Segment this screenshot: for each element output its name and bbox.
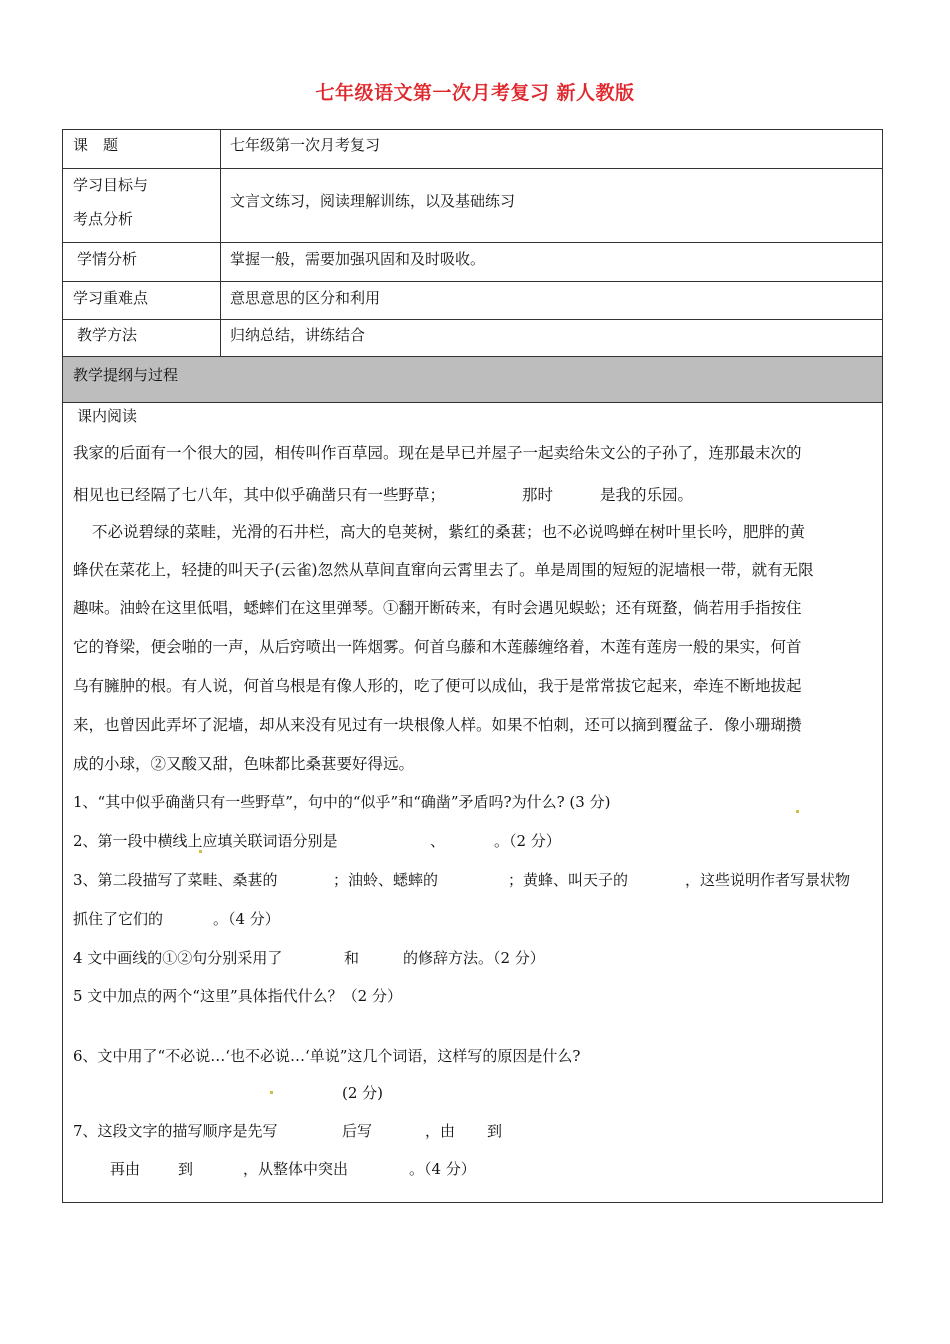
label-cell: [63, 320, 221, 356]
keypoints-label: 学习重难点: [73, 289, 149, 307]
mark-dot: [270, 1091, 273, 1094]
lesson-table: [62, 129, 883, 1203]
question-7d: 到: [487, 1122, 503, 1140]
question-6: 6、文中用了“不必说…‘也不必说…‘单说”这几个词语，这样写的原因是什么?: [73, 1047, 581, 1065]
question-3f: 。（4 分）: [213, 910, 280, 928]
question-7c: ，由: [425, 1122, 456, 1140]
section-heading: 课内阅读: [77, 407, 138, 425]
question-7f: 到: [178, 1160, 194, 1178]
question-7b: 后写: [342, 1122, 373, 1140]
mark-dot: [796, 810, 799, 813]
question-1: 1、“其中似乎确凿只有一些野草”，句中的“似乎”和“确凿”矛盾吗?为什么? (3 分): [73, 793, 611, 811]
para2-line4: 它的脊梁，便会啪的一声，从后窍喷出一阵烟雾。何首乌藤和木莲藤缠络着，木莲有莲房一般的果实，何首: [73, 638, 802, 656]
mark-dot: [199, 850, 202, 853]
row-outline: [63, 357, 882, 403]
keypoints-value: 意思意思的区分和利用: [230, 289, 381, 307]
question-4c: 的修辞方法。（2 分）: [403, 949, 545, 967]
label-cell: [63, 282, 221, 319]
para2-line5: 乌有臃肿的根。有人说，何首乌根是有像人形的，吃了便可以成仙，我于是常常拔它起来，牵连不断地拔起: [73, 677, 802, 695]
question-7g: ，从整体中突出: [243, 1160, 349, 1178]
para1-line2b: 那时: [522, 486, 554, 504]
situation-value: 掌握一般，需要加强巩固和及时吸收。: [230, 250, 486, 268]
question-7e: 再由: [110, 1160, 141, 1178]
question-6-points: (2 分): [342, 1084, 384, 1102]
goals-label-line2: 考点分析: [73, 210, 134, 228]
question-3d: ，这些说明作者写景状物: [685, 871, 851, 889]
value-cell: [221, 282, 882, 319]
row-keypoints: [63, 282, 882, 320]
para2-line6: 来，也曾因此弄坏了泥墙，却从来没有见过有一块根像人样。如果不怕刺，还可以摘到覆盆子．像小珊瑚攒: [73, 716, 802, 734]
question-2a: 2、第一段中横线上应填关联词语分别是: [73, 832, 338, 850]
question-7h: 。（4 分）: [409, 1160, 476, 1178]
question-5: 5 文中加点的两个“这里”具体指代什么？（2 分）: [73, 987, 402, 1005]
value-cell: [221, 320, 882, 356]
label-cell: [63, 169, 221, 242]
para1-line2a: 相见也已经隔了七八年，其中似乎确凿只有一些野草；: [73, 486, 446, 504]
content-area: [63, 403, 882, 1202]
goals-value: 文言文练习，阅读理解训练，以及基础练习: [230, 192, 516, 210]
topic-value: 七年级第一次月考复习: [230, 136, 381, 154]
question-3b: ；油蛉、蟋蟀的: [333, 871, 439, 889]
question-3c: ；黄蜂、叫天子的: [508, 871, 629, 889]
goals-label-line1: 学习目标与: [73, 176, 149, 194]
para2-line1: 不必说碧绿的菜畦，光滑的石井栏，高大的皂荚树，紫红的桑葚；也不必说鸣蝉在树叶里长吟，肥胖的黄: [92, 523, 806, 541]
value-cell: [221, 243, 882, 281]
para1-line1: 我家的后面有一个很大的园，相传叫作百草园。现在是早已并屋子一起卖给朱文公的子孙了，连那最末次的: [73, 444, 802, 462]
topic-label: 课 题: [73, 136, 119, 154]
outline-label: 教学提纲与过程: [73, 366, 179, 384]
question-3e: 抓住了它们的: [73, 910, 164, 928]
para2-line2: 蜂伏在菜花上，轻捷的叫天子(云雀)忽然从草间直窜向云霄里去了。单是周围的短短的泥墙根一带，就有无限: [73, 561, 814, 579]
row-situation: [63, 243, 882, 282]
para2-line3: 趣味。油蛉在这里低唱，蟋蟀们在这里弹琴。①翻开断砖来，有时会遇见蜈蚣；还有斑蝥，倘若用手指按住: [73, 599, 802, 617]
para2-line7: 成的小球，②又酸又甜，色味都比桑葚要好得远。: [73, 755, 415, 773]
label-cell: [63, 243, 221, 281]
question-2c: 。（2 分）: [494, 832, 561, 850]
question-7a: 7、这段文字的描写顺序是先写: [73, 1122, 278, 1140]
situation-label: 学情分析: [77, 250, 138, 268]
question-3a: 3、第二段描写了菜畦、桑葚的: [73, 871, 278, 889]
question-4b: 和: [344, 949, 360, 967]
question-2b: 、: [430, 832, 446, 850]
document-title: 七年级语文第一次月考复习 新人教版: [315, 82, 635, 104]
row-topic: [63, 130, 882, 169]
method-value: 归纳总结，讲练结合: [230, 326, 366, 344]
para1-line2c: 是我的乐园。: [600, 486, 694, 504]
row-method: [63, 320, 882, 357]
label-cell: [63, 130, 221, 168]
value-cell: [221, 169, 882, 242]
value-cell: [221, 130, 882, 168]
question-4a: 4 文中画线的①②句分别采用了: [73, 949, 283, 967]
method-label: 教学方法: [77, 326, 138, 344]
row-goals: [63, 169, 882, 243]
